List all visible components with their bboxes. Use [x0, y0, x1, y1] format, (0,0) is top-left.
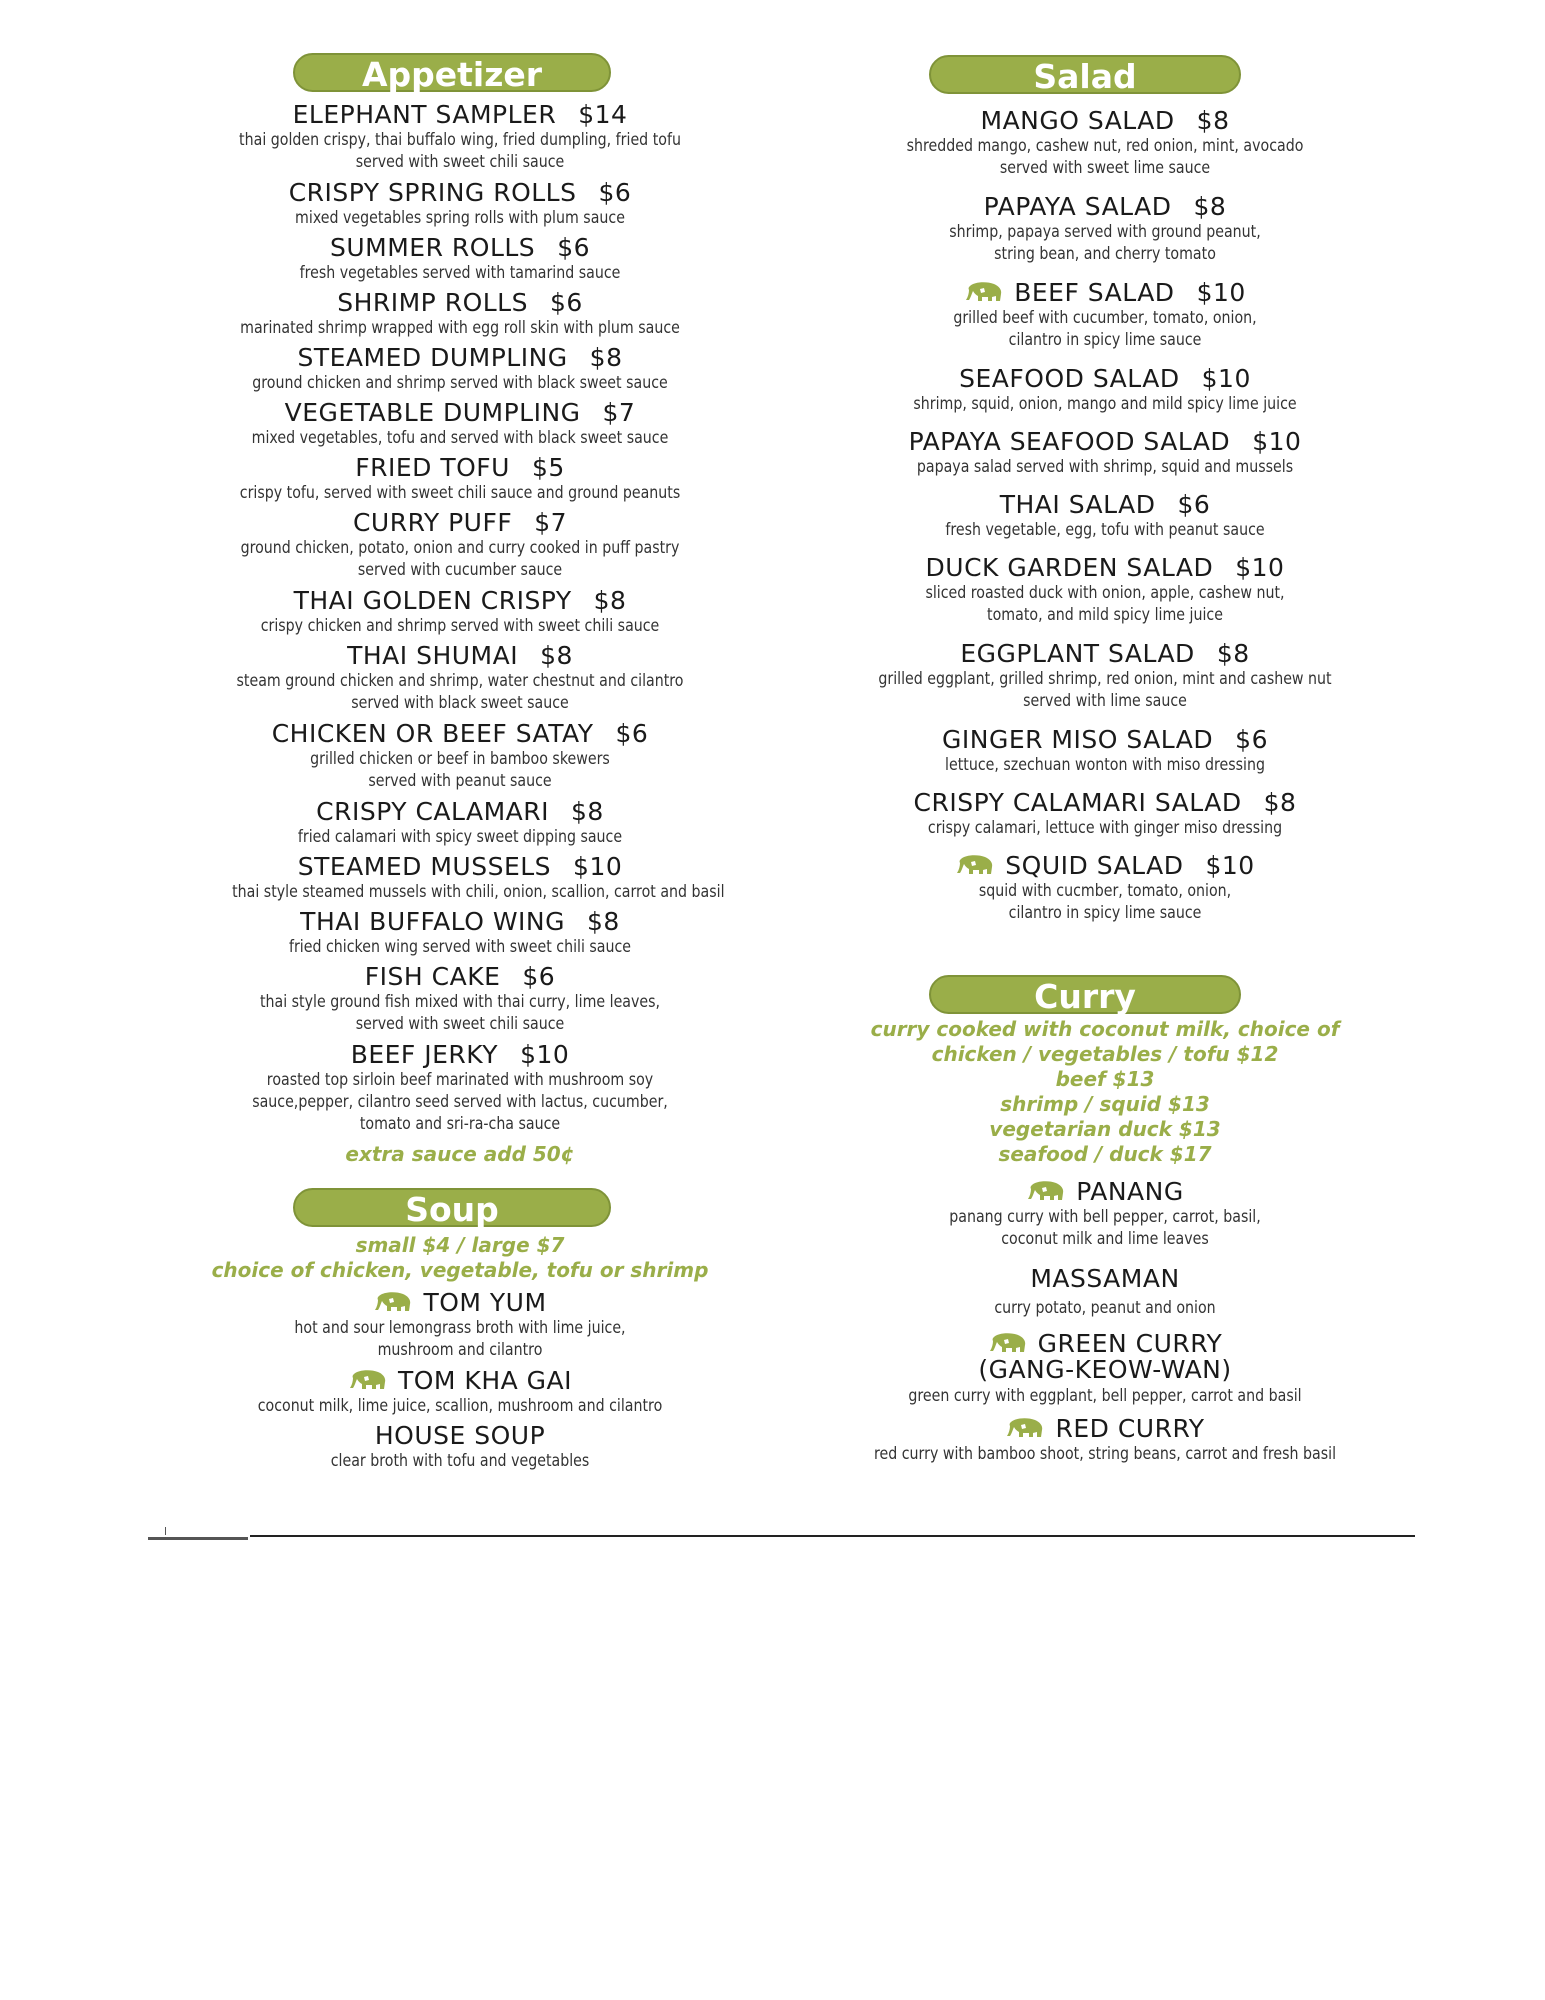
item-desc: fried chicken wing served with sweet chili sauce	[288, 937, 632, 956]
item-price: $8	[1216, 639, 1250, 668]
item-desc: served with sweet lime sauce	[999, 158, 1211, 177]
item-price: $7	[602, 398, 636, 427]
elephant-icon	[1026, 1179, 1066, 1203]
curry-note: shrimp / squid $13	[1000, 1092, 1210, 1116]
item-desc: served with sweet chili sauce	[355, 152, 565, 171]
item-desc: mixed vegetables, tofu and served with black sweet sauce	[251, 428, 669, 447]
menu-item-thai-salad	[825, 491, 1385, 541]
item-price: $6	[557, 233, 590, 262]
bottom-rule	[250, 1535, 1415, 1537]
item-name: THAI BUFFALO WING	[300, 907, 566, 936]
item-name: STEAMED MUSSELS	[297, 852, 552, 881]
menu-item-squid-salad	[825, 852, 1385, 924]
menu-item-thai-buffalo-wing	[195, 908, 725, 958]
item-desc: red curry with bamboo shoot, string beans, carrot and fresh basil	[873, 1444, 1337, 1463]
item-name: SUMMER ROLLS	[329, 233, 536, 262]
item-name: THAI GOLDEN CRISPY	[293, 586, 572, 615]
item-desc: hot and sour lemongrass broth with lime juice,	[294, 1318, 626, 1337]
item-price: $10	[1196, 278, 1246, 307]
item-name: DUCK GARDEN SALAD	[925, 553, 1214, 582]
item-desc: served with black sweet sauce	[351, 693, 569, 712]
menu-item-tom-yum	[195, 1289, 725, 1361]
item-desc: thai style ground fish mixed with thai curry, lime leaves,	[259, 992, 661, 1011]
item-desc: served with peanut sauce	[368, 771, 552, 790]
elephant-icon	[1005, 1416, 1045, 1440]
item-price: $6	[1235, 725, 1268, 754]
item-desc: panang curry with bell pepper, carrot, basil,	[949, 1207, 1261, 1226]
item-name: PAPAYA SALAD	[983, 192, 1172, 221]
menu-item-fried-tofu	[195, 454, 725, 504]
item-price: $8	[587, 907, 620, 936]
item-desc: sliced roasted duck with onion, apple, cashew nut,	[925, 583, 1285, 602]
item-desc: papaya salad served with shrimp, squid and mussels	[916, 457, 1294, 476]
item-name: CURRY PUFF	[352, 508, 513, 537]
item-desc: marinated shrimp wrapped with egg roll skin with plum sauce	[240, 318, 680, 337]
item-name: SQUID SALAD	[1005, 851, 1184, 880]
item-desc: ground chicken and shrimp served with black sweet sauce	[252, 373, 668, 392]
edge-tick	[165, 1527, 166, 1535]
menu-item-eggplant-salad	[825, 640, 1385, 712]
item-desc: served with sweet chili sauce	[355, 1014, 565, 1033]
item-desc: ground chicken, potato, onion and curry cooked in puff pastry	[240, 538, 680, 557]
item-price: $8	[1196, 106, 1230, 135]
menu-item-beef-jerky	[195, 1041, 725, 1135]
item-name: CRISPY SPRING ROLLS	[288, 178, 577, 207]
item-desc: lettuce, szechuan wonton with miso dressing	[945, 755, 1265, 774]
menu-item-crispy-calamari-salad	[825, 789, 1385, 839]
item-desc: shredded mango, cashew nut, red onion, mint, avocado	[906, 136, 1304, 155]
elephant-icon	[964, 280, 1004, 304]
menu-item-crispy-calamari	[195, 798, 725, 848]
item-name: ELEPHANT SAMPLER	[292, 100, 557, 129]
item-price: $10	[520, 1040, 570, 1069]
menu-item-duck-garden-salad	[825, 554, 1385, 626]
item-desc: shrimp, papaya served with ground peanut,	[949, 222, 1261, 241]
item-desc: steam ground chicken and shrimp, water chestnut and cilantro	[236, 671, 684, 690]
item-desc: crispy chicken and shrimp served with sweet chili sauce	[260, 616, 660, 635]
item-name: THAI SHUMAI	[347, 641, 519, 670]
menu-item-steamed-mussels	[195, 853, 725, 903]
item-price: $6	[1177, 490, 1211, 519]
menu-item-fish-cake	[195, 963, 725, 1035]
item-name: STEAMED DUMPLING	[297, 343, 568, 372]
item-desc: grilled beef with cucumber, tomato, onion,	[953, 308, 1257, 327]
item-desc: fresh vegetables served with tamarind sauce	[299, 263, 621, 282]
item-price: $6	[549, 288, 583, 317]
curry-header: Curry	[929, 975, 1241, 1014]
item-price: $8	[1193, 192, 1227, 221]
item-desc: crispy calamari, lettuce with ginger miso dressing	[927, 818, 1283, 837]
item-name: TOM YUM	[423, 1288, 547, 1317]
item-price: $6	[615, 719, 649, 748]
item-price: $8	[1263, 788, 1297, 817]
item-desc: crispy tofu, served with sweet chili sauce and ground peanuts	[239, 483, 681, 502]
curry-note: vegetarian duck $13	[989, 1117, 1221, 1141]
item-desc: mushroom and cilantro	[377, 1340, 543, 1359]
item-desc: grilled chicken or beef in bamboo skewers	[310, 749, 610, 768]
item-price: $10	[1252, 427, 1302, 456]
menu-item-thai-shumai	[195, 642, 725, 714]
menu-item-seafood-salad	[825, 365, 1385, 415]
item-price: $8	[593, 586, 627, 615]
menu-item-papaya-salad	[825, 193, 1385, 265]
item-price: $10	[1235, 553, 1285, 582]
extra-sauce-note: extra sauce add 50¢	[345, 1142, 575, 1166]
elephant-icon	[348, 1368, 388, 1392]
item-price: $6	[598, 178, 632, 207]
item-name-secondary: (GANG-KEOW-WAN)	[978, 1355, 1232, 1384]
menu-item-mango-salad	[825, 107, 1385, 179]
item-desc: mixed vegetables spring rolls with plum sauce	[295, 208, 625, 227]
item-desc: shrimp, squid, onion, mango and mild spicy lime juice	[913, 394, 1297, 413]
item-desc: served with cucumber sauce	[357, 560, 563, 579]
item-desc: thai style steamed mussels with chili, onion, scallion, carrot and basil	[232, 882, 725, 901]
menu-item-ginger-miso-salad	[825, 726, 1385, 776]
soup-header: Soup	[293, 1188, 611, 1227]
curry-note: seafood / duck $17	[998, 1142, 1212, 1166]
soup-choice-note: choice of chicken, vegetable, tofu or shrimp	[211, 1258, 709, 1282]
item-name: PAPAYA SEAFOOD SALAD	[908, 427, 1231, 456]
menu-item-chicken-or-beef-satay	[195, 720, 725, 792]
item-desc: fried calamari with spicy sweet dipping sauce	[297, 827, 623, 846]
item-desc: cilantro in spicy lime sauce	[1008, 903, 1202, 922]
item-desc: coconut milk and lime leaves	[1001, 1229, 1209, 1248]
item-desc: curry potato, peanut and onion	[994, 1298, 1216, 1317]
item-desc: sauce,pepper, cilantro seed served with lactus, cucumber,	[252, 1092, 668, 1111]
menu-item-elephant-sampler	[195, 101, 725, 173]
item-desc: clear broth with tofu and vegetables	[330, 1451, 590, 1470]
item-name: RED CURRY	[1055, 1414, 1205, 1443]
item-desc: tomato, and mild spicy lime juice	[987, 605, 1223, 624]
menu-item-house-soup	[195, 1422, 725, 1472]
salad-header: Salad	[929, 55, 1241, 94]
menu-item-massaman	[825, 1265, 1385, 1319]
item-desc: string bean, and cherry tomato	[994, 244, 1216, 263]
elephant-icon	[988, 1331, 1028, 1355]
item-price: $8	[540, 641, 573, 670]
item-price: $10	[573, 852, 623, 881]
menu-item-vegetable-dumpling	[195, 399, 725, 449]
item-price: $8	[571, 797, 604, 826]
item-price: $6	[522, 962, 556, 991]
item-desc: squid with cucmber, tomato, onion,	[978, 881, 1232, 900]
item-price: $14	[578, 100, 628, 129]
menu-item-crispy-spring-rolls	[195, 179, 725, 229]
item-desc: thai golden crispy, thai buffalo wing, fried dumpling, fried tofu	[239, 130, 681, 149]
elephant-icon	[955, 853, 995, 877]
menu-item-curry-puff	[195, 509, 725, 581]
item-name: EGGPLANT SALAD	[960, 639, 1195, 668]
item-name: FISH CAKE	[364, 962, 501, 991]
elephant-icon	[373, 1290, 413, 1314]
item-name: HOUSE SOUP	[374, 1421, 546, 1450]
edge-mark	[148, 1537, 248, 1540]
item-name: BEEF JERKY	[350, 1040, 499, 1069]
menu-item-papaya-seafood-salad	[825, 428, 1385, 478]
item-name: SHRIMP ROLLS	[337, 288, 528, 317]
item-name: TOM KHA GAI	[397, 1366, 573, 1395]
curry-note: chicken / vegetables / tofu $12	[931, 1042, 1279, 1066]
item-name: CRISPY CALAMARI	[316, 797, 550, 826]
item-name: GREEN CURRY	[1037, 1329, 1223, 1358]
item-price: $8	[589, 343, 623, 372]
item-name: VEGETABLE DUMPLING	[284, 398, 581, 427]
item-name: MASSAMAN	[1030, 1264, 1180, 1293]
menu-item-thai-golden-crispy	[195, 587, 725, 637]
menu-item-panang	[825, 1178, 1385, 1250]
appetizer-header: Appetizer	[293, 53, 611, 92]
menu-item-summer-rolls	[195, 234, 725, 284]
item-name: SEAFOOD SALAD	[959, 364, 1180, 393]
item-desc: grilled eggplant, grilled shrimp, red onion, mint and cashew nut	[878, 669, 1332, 688]
item-desc: fresh vegetable, egg, tofu with peanut sauce	[945, 520, 1265, 539]
soup-size-note: small $4 / large $7	[355, 1233, 565, 1257]
item-name: CRISPY CALAMARI SALAD	[913, 788, 1242, 817]
item-price: $10	[1201, 364, 1251, 393]
curry-note: beef $13	[1055, 1067, 1155, 1091]
item-name: MANGO SALAD	[980, 106, 1175, 135]
item-desc: green curry with eggplant, bell pepper, carrot and basil	[908, 1386, 1302, 1405]
menu-item-steamed-dumpling	[195, 344, 725, 394]
item-name: PANANG	[1076, 1177, 1184, 1206]
item-desc: tomato and sri-ra-cha sauce	[359, 1114, 561, 1133]
item-name: GINGER MISO SALAD	[942, 725, 1214, 754]
menu-item-red-curry	[825, 1415, 1385, 1465]
item-desc: served with lime sauce	[1023, 691, 1187, 710]
curry-note: curry cooked with coconut milk, choice of	[870, 1017, 1340, 1041]
item-desc: coconut milk, lime juice, scallion, mushroom and cilantro	[257, 1396, 663, 1415]
menu-item-green-curry	[825, 1330, 1385, 1407]
item-desc: roasted top sirloin beef marinated with mushroom soy	[266, 1070, 654, 1089]
item-price: $7	[534, 508, 568, 537]
item-name: CHICKEN OR BEEF SATAY	[271, 719, 594, 748]
item-desc: cilantro in spicy lime sauce	[1008, 330, 1202, 349]
item-name: THAI SALAD	[999, 490, 1156, 519]
item-name: BEEF SALAD	[1014, 278, 1175, 307]
menu-item-shrimp-rolls	[195, 289, 725, 339]
menu-item-tom-kha-gai	[195, 1367, 725, 1417]
item-price: $5	[531, 453, 565, 482]
item-name: FRIED TOFU	[355, 453, 510, 482]
menu-item-beef-salad	[825, 279, 1385, 351]
item-price: $10	[1205, 851, 1255, 880]
